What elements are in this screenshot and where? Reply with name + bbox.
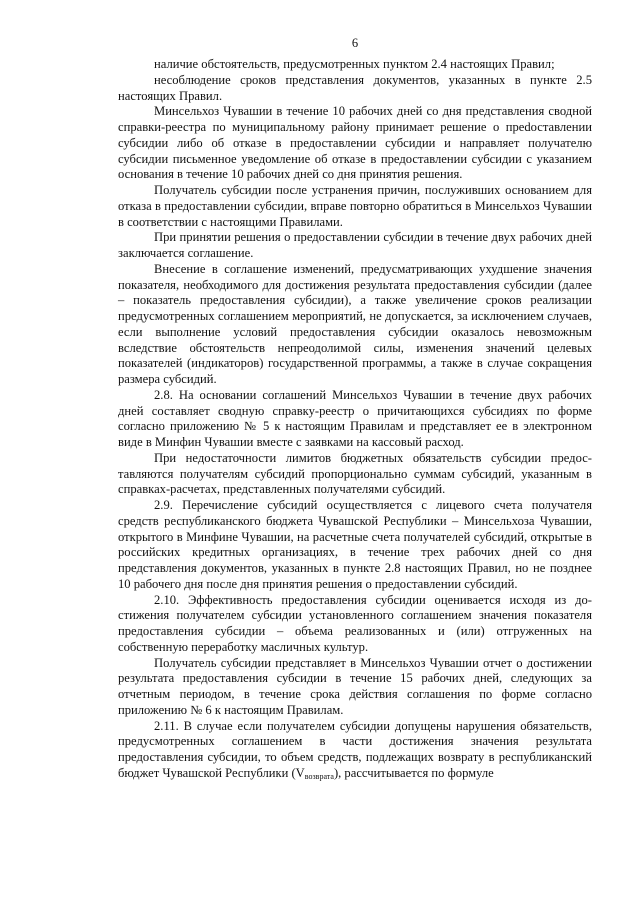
paragraph-text: 2.11. В случае если получателем субсидии допущены нарушения обязательств, предусмотренных соглашением в части достижения значения результата предоставления субсидии, то объем средств, подлежащих возврату в республиканский бюджет Чувашской Республики (V bbox=[118, 718, 592, 780]
paragraph: Минсельхоз Чувашии в течение 10 рабочих дней со дня представления сводной справки-реестра по муниципальному району принимает решение о преdоставлении субсидии либо об отказе в предоставлении субсидии и направляет получателю субсидии письменное уведомление об отказе в предоставлении субсидии с указанием основания в течение 10 рабочих дней со дня принятия решения. bbox=[118, 104, 592, 182]
paragraph-text-tail: ), рассчитывается по формуле bbox=[333, 765, 494, 780]
page-number: 6 bbox=[351, 36, 359, 50]
paragraph: наличие обстоятельств, предусмотренных пунктом 2.4 настоящих Правил; bbox=[154, 57, 555, 71]
paragraph: При принятии решения о предоставлении субсидии в течение двух рабочих дней заключается соглашение. bbox=[118, 230, 592, 260]
paragraph: Внесение в соглашение изменений, предусматривающих ухудшение значения показателя, необходимого для достижения результата предоставления субсидии (далее – показатель предоставления субсидии), а также увеличение сроков реализации предусмотренных соглашением мероприятий, не допускается, за исключением случаев, если выполнение условий предоставления субсидии оказалось невозможным вследствие обстоятельств непреодолимой силы, изменения значений целевых показателей (индикаторов) государственной программы, а также в случае сокращения размера субсидий. bbox=[118, 261, 592, 386]
paragraph: 2.8. На основании соглашений Минсельхоз Чувашии в течение двух рабочих дней составляет сводную справку-реестр о причитающихся субсидиях по форме согласно приложению № 5 к настоящим Правилам и представляет ее в электронном виде в Минфин Чувашии вместе с заявками на кассовый расход. bbox=[118, 387, 592, 449]
paragraph: При недостаточности лимитов бюджетных обязательств субсидии предоставляются получателям субсидий пропорционально суммам субсидий, указанным в справках-расчетах, представленных получателями субсидий. bbox=[118, 450, 592, 497]
paragraph: 2.9. Перечисление субсидий осуществляется с лицевого счета получателя средств республиканского бюджета Чувашской Республики – Минсельхоза Чувашии, открытого в Минфине Чувашии, на расчетные счета получателей субсидий, открытые в российских кредитных организациях, в течение трех рабочих дней со дня представления документов, указанных в пункте 2.8 настоящих Правил, но не позднее 10 рабочего дня после дня принятия решения о предоставлении субсидий. bbox=[118, 498, 592, 591]
paragraph: Получатель субсидии после устранения причин, послуживших основанием для отказа в предоставлении субсидии, вправе повторно обратиться в Минсельхоз Чувашии в соответствии с настоящими Правилами. bbox=[118, 183, 592, 229]
paragraph: несоблюдение сроков представления документов, указанных в пункте 2.5 настоящих Правил. bbox=[118, 72, 592, 103]
paragraph: 2.10. Эффективность предоставления субсидии оценивается исходя из достижения получателем субсидии установленного соглашением значения показателя предоставления субсидии – объема реализованных и (или) отгруженных на собственную переработку масличных культур. bbox=[118, 592, 592, 654]
subscript-label: возврата bbox=[304, 771, 334, 781]
paragraph-formula-intro bbox=[118, 719, 592, 785]
paragraph: Получатель субсидии представляет в Минсельхоз Чувашии отчет о достижении результата предоставления субсидии в течение 15 рабочих дней, следующих за отчетным периодом, в течение срока действия соглашения по форме согласно приложению № 6 к настоящим Правилам. bbox=[118, 655, 592, 717]
